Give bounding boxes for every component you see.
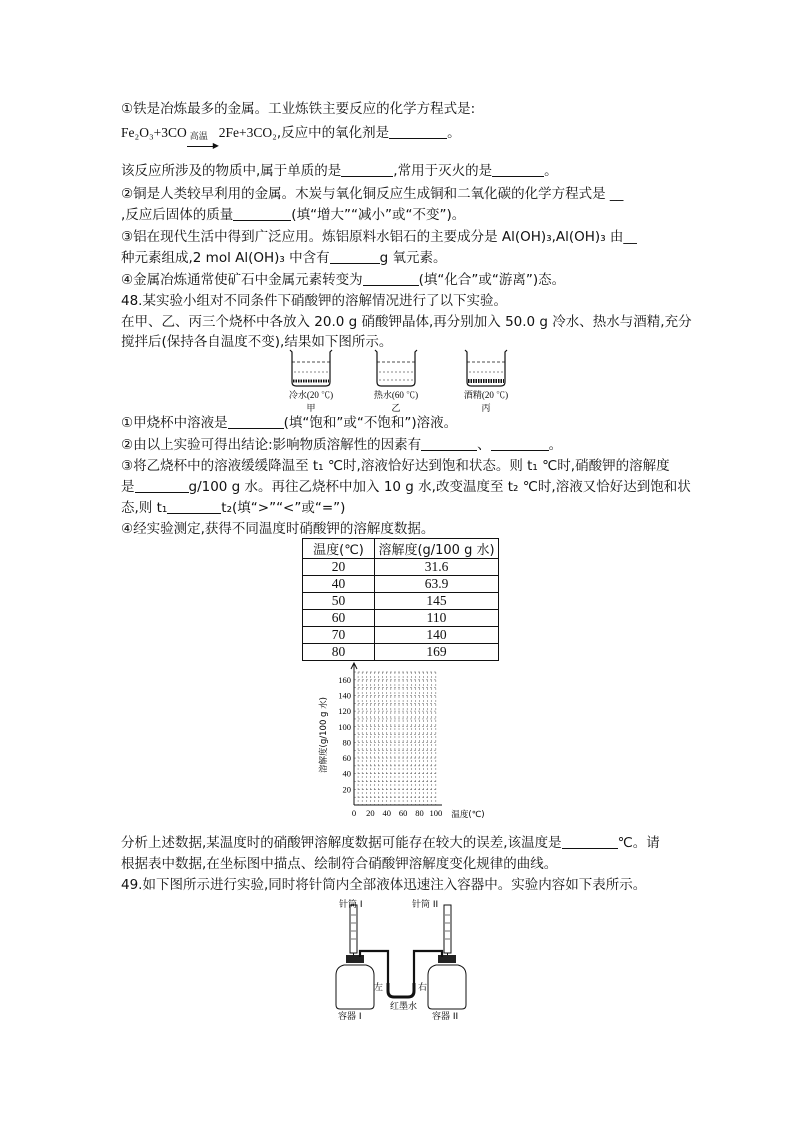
compare-blank[interactable] [167,500,221,514]
arrow-head-icon: ▶ [212,141,219,150]
y-tick-label: 20 [342,784,351,795]
y-tick-label: 60 [342,753,351,764]
factor-blank-2[interactable] [491,437,549,451]
syringe-2 [444,905,451,961]
temp-cell: 40 [303,576,375,593]
equation-reactants: Fe₂O₃+3CO [121,125,187,140]
mass-options: (填“增大”“减小”或“不变”)。 [291,207,466,223]
mass-prompt: ,反应后固体的质量 [121,207,234,223]
beaker-bing [465,350,507,386]
q-iron-line1: ①铁是冶炼最多的金属。工业炼铁主要反应的化学方程式是: [121,101,476,117]
q48-line2: 在甲、乙、丙三个烧杯中各放入 20.0 g 硝酸钾晶体,再分别加入 50.0 g 冷水、热水与酒精,充分 [121,314,692,330]
s2-prompt: ②由以上实验可得出结论:影响物质溶解性的因素有 [121,437,422,453]
syringe-2-label: 针筒 II [412,900,439,910]
oxidizer-blank[interactable] [389,125,447,139]
container-2-label: 容器 II [432,1012,459,1020]
beaker-jia [290,350,332,386]
q-al-line1: ③铝在现代生活中得到广泛应用。炼铝原料水铝石的主要成分是 Al(OH)₃,Al(OH)₃ 由__ [121,229,637,245]
s3-options: t₂(填“>”“<”或“=”) [221,500,346,516]
table-row [303,610,499,627]
x-tick-label: 60 [398,808,408,818]
elements-prompt: 该反应所涉及的物质中,属于单质的是 [121,163,342,179]
error-temp-blank[interactable] [562,835,618,849]
x-tick-label: 0 [351,808,357,818]
q49-title: 49.如下图所示进行实验,同时将针筒内全部液体迅速注入容器中。实验内容如下表所示。 [121,877,647,893]
oxygen-unit: g 氧元素。 [379,250,447,266]
x-tick-label: 40 [382,808,391,818]
y-tick-label: 120 [338,706,351,717]
q48-title: 48.某实验小组对不同条件下硝酸钾的溶解情况进行了以下实验。 [121,293,507,309]
analysis-prompt: 分析上述数据,某温度时的硝酸钾溶解度数据可能存在较大的误差,该温度是 [121,835,562,851]
s3-t1: 态,则 t₁ [121,500,168,516]
q-al-line2 [121,249,447,267]
beaker-yi [375,350,417,386]
q48-line3: 搅拌后(保持各自温度不变),结果如下图所示。 [121,334,393,350]
iron-equation [121,124,461,150]
table-row [303,559,499,576]
y-tick-label: 160 [338,674,351,685]
s3-is: 是 [121,479,135,495]
table-header-row [303,539,499,559]
x-tick-label: 20 [366,808,375,818]
container-2 [428,955,466,1009]
y-tick-label: 100 [338,721,351,732]
condition-label: 高温 [189,132,208,142]
table-row [303,593,499,610]
factor-blank-1[interactable] [421,437,477,451]
u-tube [360,951,442,997]
apparatus-figure [330,895,480,1020]
beaker-name: 乙 [391,403,401,413]
container-1 [336,955,374,1009]
analysis-unit: ℃。请 [617,835,660,851]
q-iron-line2 [121,162,558,180]
beaker-name: 甲 [306,403,316,413]
chart-grid [354,672,436,805]
table-row [303,627,499,644]
table-header: 温度(℃) [303,539,375,559]
y-axis-label: 溶解度(g/100 g 水) [319,697,329,773]
q48-s3-line1: ③将乙烧杯中的溶液缓缓降温至 t₁ ℃时,溶液恰好达到饱和状态。则 t₁ ℃时,硝酸钾的溶解度 [121,458,670,474]
ore-prompt: ④金属冶炼通常使矿石中金属元素转变为 [121,272,363,288]
x-tick-label: 80 [415,808,424,818]
container-1-label: 容器 I [338,1012,362,1020]
solubility-table [302,538,499,661]
y-tick-label: 40 [342,768,351,779]
y-tick-label: 80 [342,737,351,748]
q-copper-line1: ②铜是人类较早利用的金属。木炭与氧化铜反应生成铜和二氧化碳的化学方程式是 __ [121,186,624,202]
q48-s4: ④经实验测定,获得不同温度时硝酸钾的溶解度数据。 [121,521,435,537]
q48-s2 [121,436,562,454]
period: 。 [447,125,461,141]
saturation-blank[interactable] [228,415,284,429]
beaker-label: 热水(60 ℃) [373,390,419,400]
beaker-label: 酒精(20 ℃) [463,390,509,400]
oxygen-prompt: 种元素组成,2 mol Al(OH)₃ 中含有 [121,250,330,266]
solubility-cell: 169 [375,644,499,661]
y-tick-labels [338,675,351,795]
q48-analysis-line2: 根据表中数据,在坐标图中描点、绘制符合硝酸钾溶解度变化规律的曲线。 [121,856,558,872]
q-copper-line2 [121,206,465,224]
extinguisher-prompt: ,常用于灭火的是 [393,163,493,179]
oxygen-mass-blank[interactable] [330,250,380,264]
s1-options: (填“饱和”或“不饱和”)溶液。 [283,415,458,431]
period: 。 [548,437,563,453]
temp-cell: 70 [303,627,375,644]
left-label: 左 [374,983,384,993]
syringe-1 [350,905,357,961]
mass-blank[interactable] [233,207,291,221]
solubility-cell: 140 [375,627,499,644]
state-options: (填“化合”或“游离”)态。 [418,272,566,288]
x-tick-label: 100 [429,808,443,818]
beakers-figure [280,346,530,414]
table-row [303,644,499,661]
solubility-cell: 145 [375,593,499,610]
beaker-name: 丙 [481,403,491,413]
q48-s3-line2 [121,478,691,496]
separator: 、 [477,437,491,453]
table-row [303,576,499,593]
temp-cell: 20 [303,559,375,576]
x-axis-label: 温度(℃) [451,810,485,820]
right-label: 右 [418,983,428,993]
q48-s3-line3 [121,499,345,517]
solubility-blank[interactable] [135,479,189,493]
x-tick-labels [352,808,442,818]
element-blank[interactable] [341,163,393,177]
q48-s1 [121,414,457,432]
temp-cell: 50 [303,593,375,610]
y-tick-label: 140 [338,690,351,701]
temp-cell: 60 [303,610,375,627]
extinguisher-blank[interactable] [492,163,544,177]
equation-products: 2Fe+3CO₂ [218,125,277,140]
equation-tail: ,反应中的氧化剂是 [276,125,390,141]
q48-analysis-line1 [121,834,660,852]
s1-prompt: ①甲烧杯中溶液是 [121,415,228,431]
beaker-label: 冷水(20 ℃) [288,390,334,400]
syringe-1-label: 针筒 I [339,900,363,910]
solubility-grid-chart[interactable] [318,660,488,825]
q-ore-line [121,271,565,289]
solubility-cell: 63.9 [375,576,499,593]
solubility-cell: 31.6 [375,559,499,576]
table-header: 溶解度(g/100 g 水) [375,539,499,559]
state-blank[interactable] [363,272,419,286]
temp-cell: 80 [303,644,375,661]
solubility-cell: 110 [375,610,499,627]
ink-label: 红墨水 [390,1002,418,1012]
s3-middle: g/100 g 水。再往乙烧杯中加入 10 g 水,改变温度至 t₂ ℃时,溶液又恰好达到饱和状 [188,479,691,495]
period: 。 [544,163,558,179]
